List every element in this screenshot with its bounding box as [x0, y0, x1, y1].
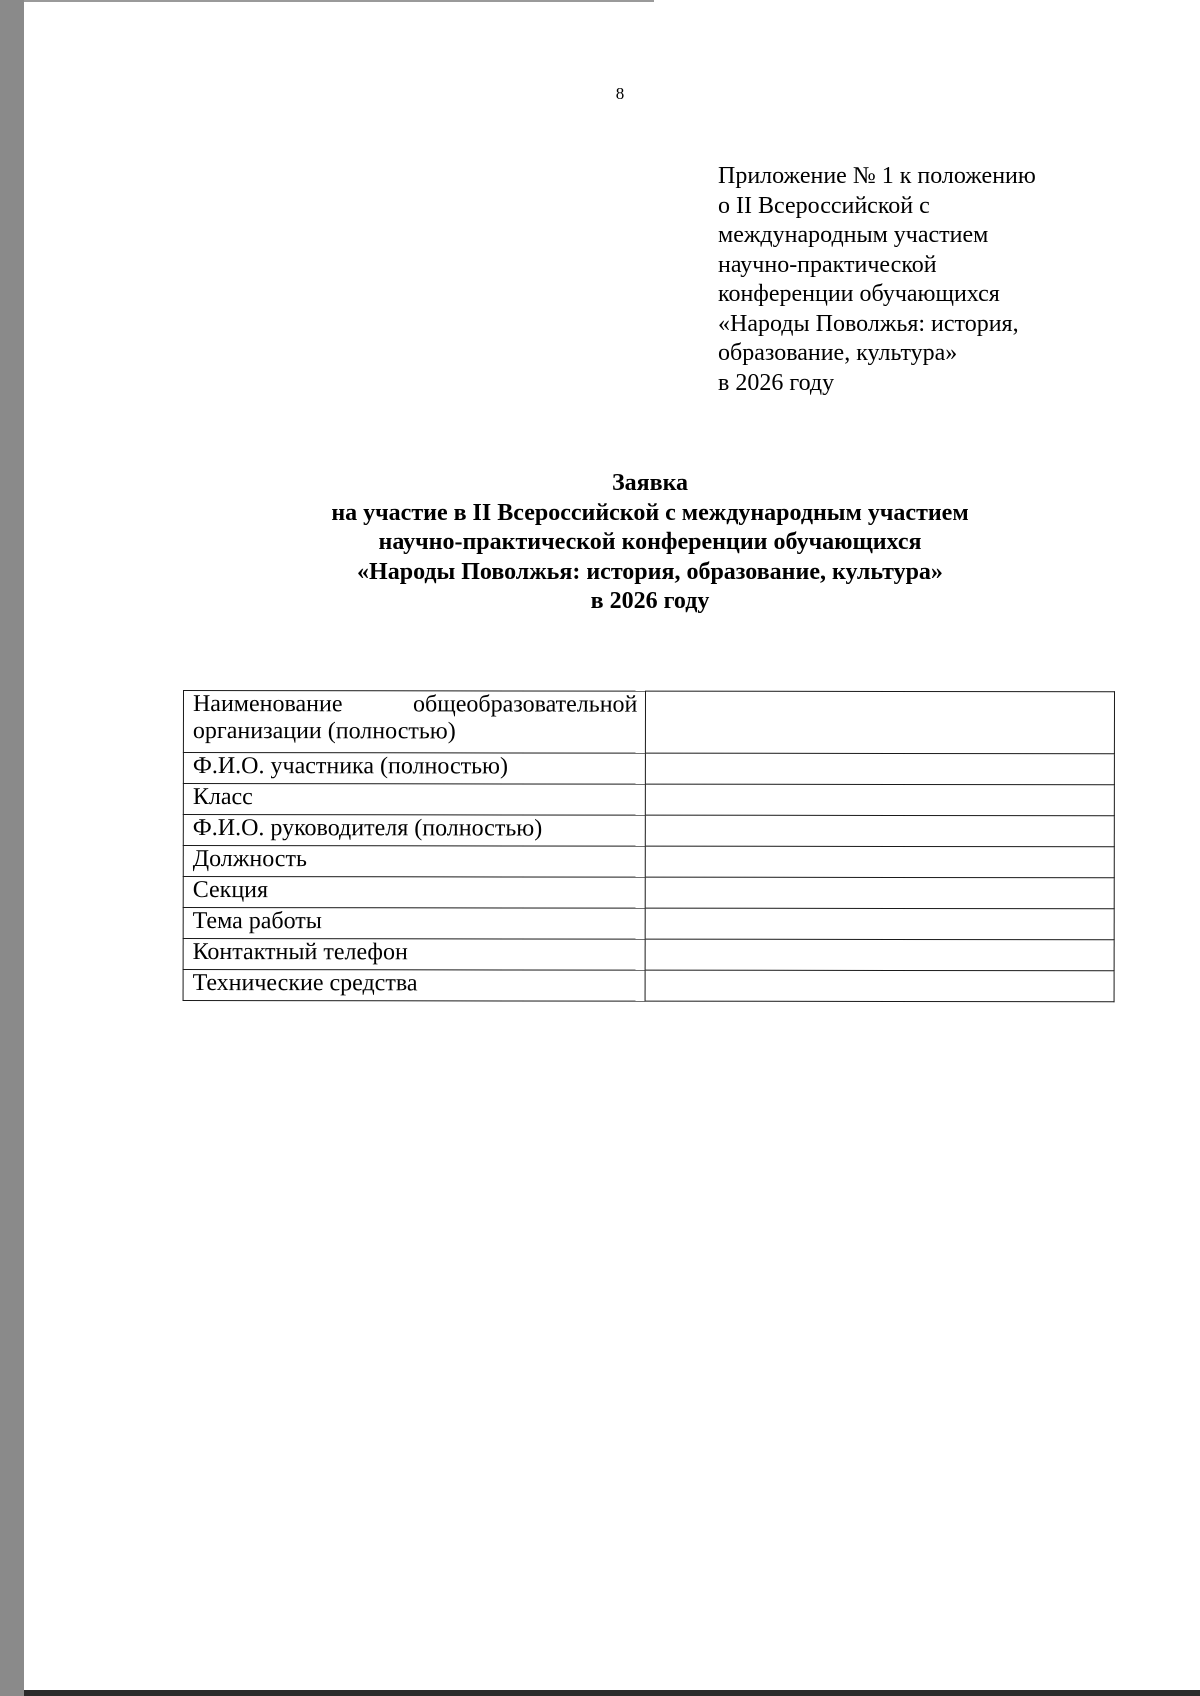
table-row: [183, 815, 1114, 847]
label-line: организации (полностью): [192, 718, 456, 745]
organization-field[interactable]: [646, 691, 1115, 754]
phone-field[interactable]: [646, 939, 1115, 971]
row-label-position: Должность: [183, 846, 645, 878]
class-field[interactable]: [646, 784, 1115, 816]
table-row: [183, 784, 1114, 816]
application-form-table: [183, 690, 1115, 1002]
table-row: [183, 970, 1114, 1002]
paper-top-edge: [24, 0, 654, 2]
row-label-phone: Контактный телефон: [183, 939, 645, 971]
title-line: Заявка: [611, 470, 689, 496]
section-field[interactable]: [646, 877, 1115, 909]
appendix-line: международным участием: [718, 222, 989, 248]
appendix-line: конференции обучающихся: [718, 281, 1000, 307]
appendix-note: [718, 162, 1118, 398]
supervisor-name-field[interactable]: [646, 815, 1115, 847]
table-row: [183, 691, 1114, 754]
table-row: [183, 846, 1114, 878]
title-line: научно-практической конференции обучающихся: [378, 529, 922, 555]
title-line: на участие в II Всероссийской с международным участием: [331, 499, 969, 526]
row-label-section: Секция: [183, 877, 645, 909]
appendix-line: Приложение № 1 к положению: [718, 163, 1036, 189]
topic-field[interactable]: [646, 908, 1115, 940]
title-line: «Народы Поволжья: история, образование, культура»: [357, 558, 943, 585]
label-line: Наименование общеобразовательной: [192, 691, 638, 718]
row-label-equipment: Технические средства: [183, 970, 645, 1002]
appendix-line: образование, культура»: [718, 340, 958, 366]
participant-name-field[interactable]: [646, 753, 1115, 785]
page-number: 8: [615, 84, 625, 103]
row-label-topic: Тема работы: [183, 908, 645, 940]
position-field[interactable]: [646, 846, 1115, 878]
row-label-participant: Ф.И.О. участника (полностью): [183, 753, 645, 785]
document-title: [180, 469, 1120, 617]
table-row: [183, 908, 1114, 940]
table-row: [183, 939, 1114, 971]
table-row: [183, 877, 1114, 909]
table-row: [183, 753, 1114, 785]
row-label-organization: [183, 691, 646, 754]
paper-bottom-edge: [24, 1690, 1200, 1696]
row-label-class: Класс: [183, 784, 645, 816]
appendix-line: в 2026 году: [718, 369, 835, 396]
appendix-line: о II Всероссийской с: [718, 192, 930, 219]
appendix-line: «Народы Поволжья: история,: [718, 310, 1019, 337]
equipment-field[interactable]: [645, 970, 1114, 1002]
appendix-line: научно-практической: [718, 251, 937, 278]
row-label-supervisor: Ф.И.О. руководителя (полностью): [183, 815, 645, 847]
title-line: в 2026 году: [590, 588, 710, 614]
